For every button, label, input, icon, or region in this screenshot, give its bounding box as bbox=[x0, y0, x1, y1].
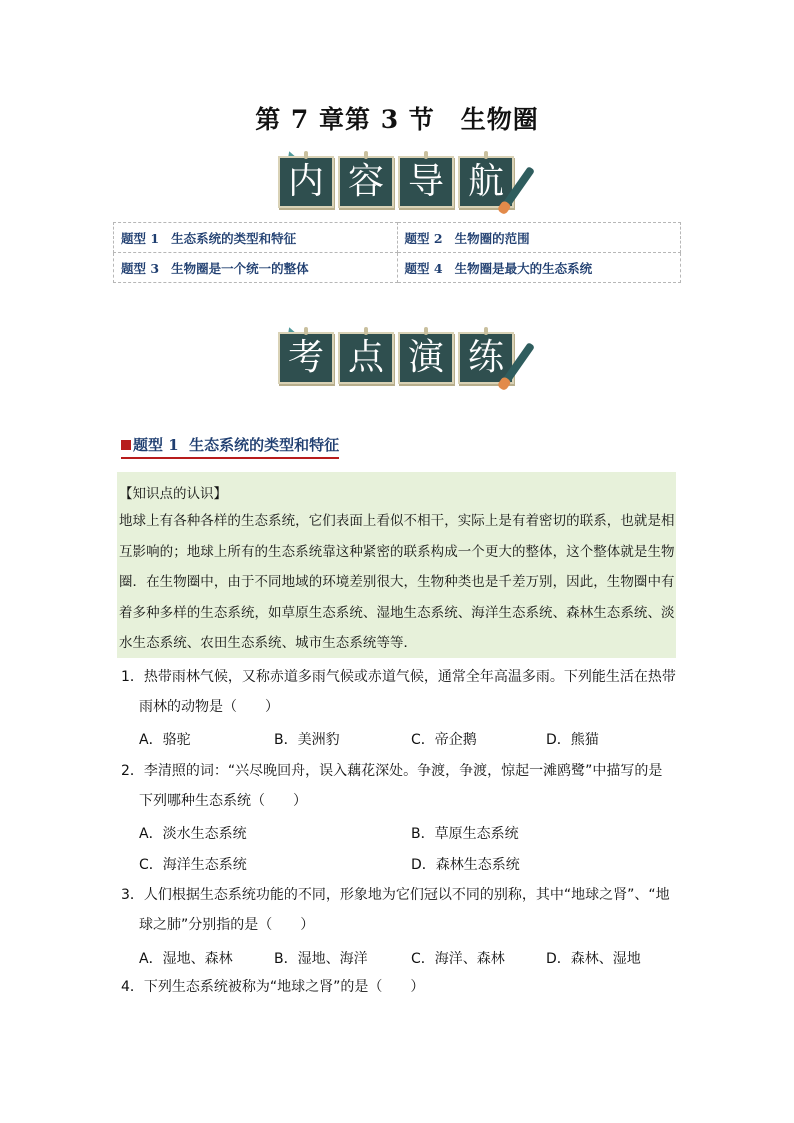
square-bullet-icon bbox=[121, 440, 131, 450]
nav-label: 生物圈的范围 bbox=[454, 230, 530, 246]
nav-item-type-2[interactable] bbox=[397, 223, 681, 253]
section-tag: 题型 1 bbox=[133, 436, 179, 454]
section-underline bbox=[121, 457, 339, 459]
section-title: 生态系统的类型和特征 bbox=[189, 436, 340, 454]
table-row bbox=[114, 223, 681, 253]
option-a[interactable]: A．骆驼 bbox=[139, 732, 191, 748]
topic-navigation-table bbox=[113, 222, 681, 283]
question-text: 3．人们根据生态系统功能的不同，形象地为它们冠以不同的别称，其中“地球之肾”、“地 bbox=[121, 887, 670, 903]
question-text: 下列哪种生态系统（ ） bbox=[139, 793, 307, 809]
banner-char: 演 bbox=[398, 332, 454, 384]
question-2 bbox=[121, 756, 681, 816]
nav-tag: 题型 1 bbox=[121, 230, 160, 246]
banner-char: 练 bbox=[458, 332, 514, 384]
section-heading bbox=[121, 434, 339, 455]
option-d[interactable]: D．熊猫 bbox=[546, 732, 599, 748]
nav-item-type-1[interactable] bbox=[114, 223, 398, 253]
banner-char: 考 bbox=[278, 332, 334, 384]
option-a[interactable]: A．湿地、森林 bbox=[139, 951, 233, 967]
content-navigation-banner bbox=[270, 150, 526, 212]
banner-char: 内 bbox=[278, 156, 334, 208]
nav-item-type-4[interactable] bbox=[397, 253, 681, 283]
question-1 bbox=[121, 662, 681, 722]
option-c[interactable]: C．海洋生态系统 bbox=[139, 857, 247, 873]
option-c[interactable]: C．帝企鹅 bbox=[411, 732, 477, 748]
question-text: 球之肺”分别指的是（ ） bbox=[139, 917, 315, 933]
question-text: 2．李清照的词：“兴尽晚回舟，误入藕花深处。争渡，争渡，惊起一滩鸥鹭”中描写的是 bbox=[121, 763, 663, 779]
knowledge-box bbox=[117, 472, 676, 658]
nav-item-type-3[interactable] bbox=[114, 253, 398, 283]
option-b[interactable]: B．草原生态系统 bbox=[411, 826, 519, 842]
nav-tag: 题型 2 bbox=[404, 230, 443, 246]
practice-banner bbox=[270, 326, 526, 388]
nav-label: 生态系统的类型和特征 bbox=[171, 230, 297, 246]
nav-label: 生物圈是最大的生态系统 bbox=[454, 260, 593, 276]
option-d[interactable]: D．森林生态系统 bbox=[411, 857, 520, 873]
question-text: 雨林的动物是（ ） bbox=[139, 699, 279, 715]
banner-char: 导 bbox=[398, 156, 454, 208]
banner-char: 点 bbox=[338, 332, 394, 384]
banner-char: 航 bbox=[458, 156, 514, 208]
banner-char: 容 bbox=[338, 156, 394, 208]
table-row bbox=[114, 253, 681, 283]
question-4 bbox=[121, 972, 681, 1002]
option-b[interactable]: B．美洲豹 bbox=[274, 732, 340, 748]
option-c[interactable]: C．海洋、森林 bbox=[411, 951, 505, 967]
nav-tag: 题型 3 bbox=[121, 260, 160, 276]
question-text: 4．下列生态系统被称为“地球之肾”的是（ ） bbox=[121, 979, 425, 995]
page-title: 第 7 章第 3 节 生物圈 bbox=[255, 105, 539, 134]
option-d[interactable]: D．森林、湿地 bbox=[546, 951, 641, 967]
knowledge-text: 地球上有各种各样的生态系统，它们表面上看似不相干，实际上是有着密切的联系，也就是相互影响的；地球上所有的生态系统靠这种紧密的联系构成一个更大的整体，这个整体就是生物圈．在生物圈中，由于不同地域的环境差别很大，生物种类也是千差万别，因此，生物圈中有着多种多样的生态系统，如草原生态系统、湿地生态系统、海洋生态系统、森林生态系统、淡水生态系统、农田生态系统、城市生态系统等等． bbox=[119, 513, 675, 651]
nav-tag: 题型 4 bbox=[404, 260, 443, 276]
knowledge-heading: 【知识点的认识】 bbox=[119, 486, 227, 502]
question-text: 1．热带雨林气候，又称赤道多雨气候或赤道气候，通常全年高温多雨。下列能生活在热带 bbox=[121, 669, 676, 685]
question-3 bbox=[121, 880, 681, 940]
nav-label: 生物圈是一个统一的整体 bbox=[171, 260, 309, 276]
option-b[interactable]: B．湿地、海洋 bbox=[274, 951, 368, 967]
option-a[interactable]: A．淡水生态系统 bbox=[139, 826, 247, 842]
